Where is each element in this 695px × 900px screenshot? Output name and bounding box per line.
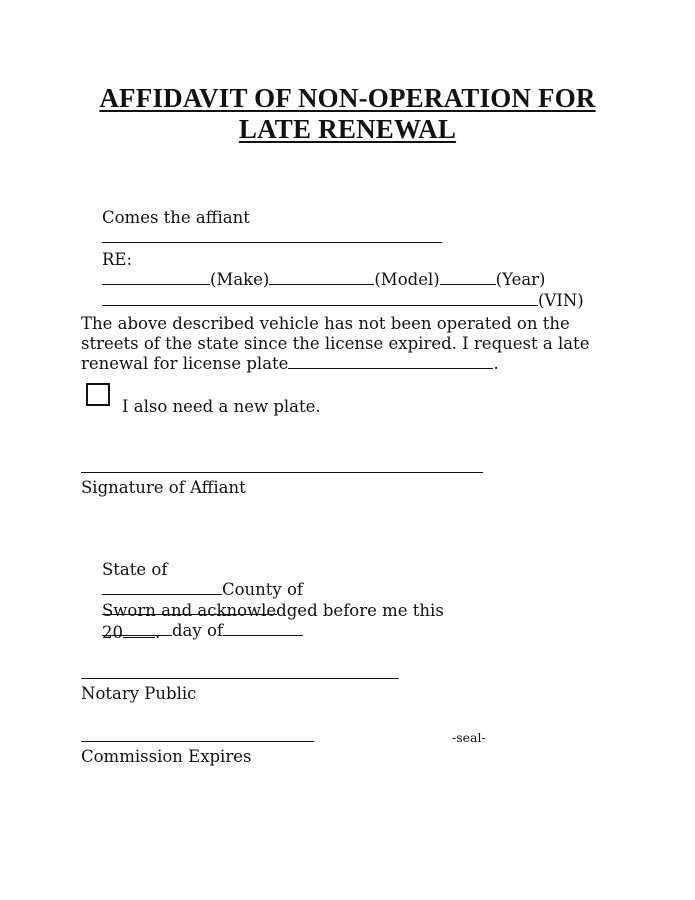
- title-line-1: AFFIDAVIT OF NON-OPERATION FOR: [99, 83, 596, 113]
- sworn-year-field[interactable]: [123, 623, 155, 638]
- license-plate-field[interactable]: [288, 354, 493, 369]
- statement-text: The above described vehicle has not been operated on the streets of the state since the license expired. I request a late renewal for license plate: [81, 314, 590, 373]
- notary-label: Notary Public: [81, 684, 197, 703]
- vin-label: (VIN): [537, 291, 584, 310]
- new-plate-label: I also need a new plate.: [122, 397, 321, 416]
- re-label: RE:: [101, 250, 133, 269]
- statement-period: .: [493, 354, 499, 373]
- statement-paragraph: [81, 314, 611, 374]
- make-label: (Make): [209, 270, 270, 289]
- year-label: (Year): [495, 270, 546, 289]
- signature-line[interactable]: [81, 472, 483, 473]
- vin-field[interactable]: [102, 291, 538, 306]
- year-row: [81, 603, 160, 663]
- year-prefix: 20: [101, 623, 123, 642]
- seal-label: -seal-: [452, 730, 486, 745]
- county-label: County of: [221, 580, 304, 599]
- title-line-2: LATE RENEWAL: [238, 114, 457, 144]
- commission-expires-label: Commission Expires: [81, 747, 252, 766]
- new-plate-checkbox[interactable]: [86, 383, 110, 406]
- commission-expires-line[interactable]: [81, 741, 314, 742]
- state-label: State of: [101, 560, 168, 579]
- affiant-label: Comes the affiant: [101, 208, 250, 227]
- month-field[interactable]: [223, 621, 303, 636]
- notary-signature-line[interactable]: [81, 678, 399, 679]
- year-period: .: [154, 623, 161, 642]
- sworn-text: Sworn and acknowledged before me this: [101, 601, 444, 620]
- model-label: (Model): [374, 270, 440, 289]
- signature-label: Signature of Affiant: [81, 478, 246, 497]
- day-of-label: day of: [171, 621, 223, 640]
